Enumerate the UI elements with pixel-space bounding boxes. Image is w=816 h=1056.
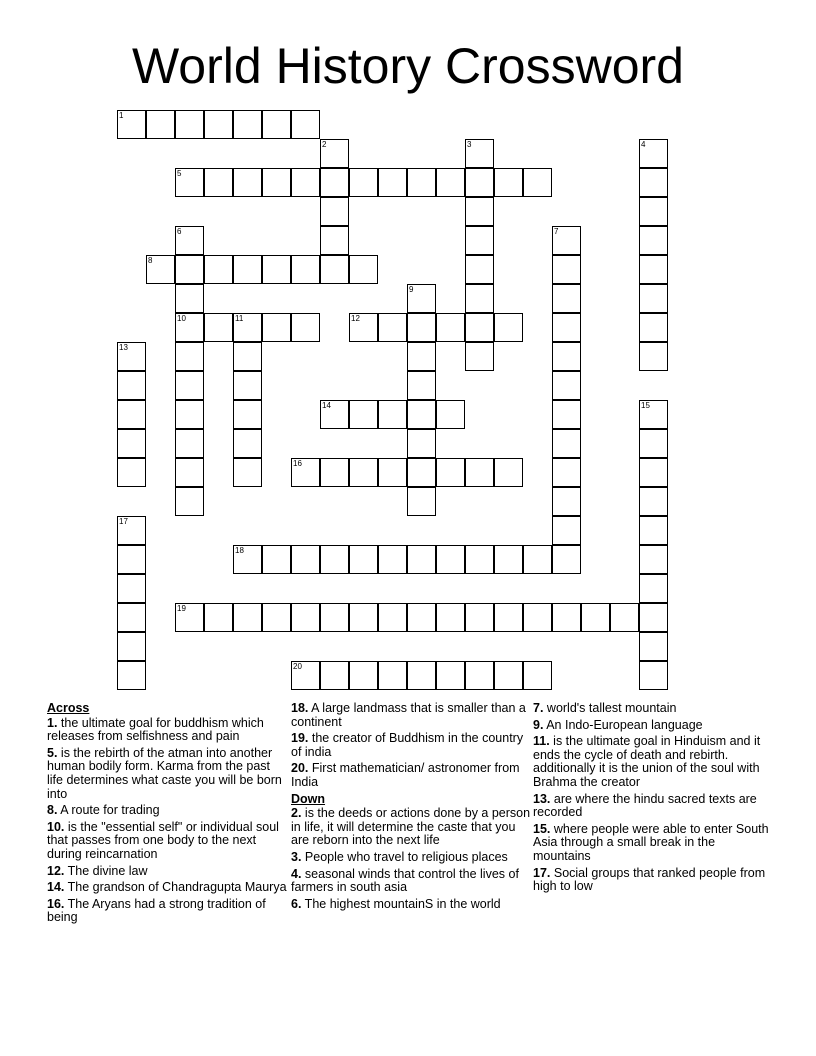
grid-cell[interactable] xyxy=(291,313,320,342)
clue-text: A route for trading xyxy=(57,803,160,818)
grid-cell[interactable] xyxy=(320,255,349,284)
grid-cell[interactable] xyxy=(349,313,378,342)
across-clue xyxy=(47,717,287,744)
grid-cell[interactable] xyxy=(204,313,233,342)
down-clue xyxy=(291,868,531,895)
across-clue xyxy=(291,702,531,729)
clues-column-3 xyxy=(533,702,773,897)
grid-cell[interactable] xyxy=(262,168,291,197)
clue-number: 14 xyxy=(322,401,331,410)
grid-cell[interactable] xyxy=(436,661,465,690)
grid-cell[interactable] xyxy=(117,632,146,661)
clue-number-label: 5. xyxy=(47,745,58,760)
grid-cell[interactable] xyxy=(465,545,494,574)
down-clue xyxy=(291,807,531,848)
clue-number: 15 xyxy=(641,401,650,410)
clue-text: The grandson of Chandragupta Maurya xyxy=(64,880,287,895)
clue-text: The highest mountainS in the world xyxy=(301,896,501,911)
grid-cell[interactable] xyxy=(117,371,146,400)
clue-number: 4 xyxy=(641,140,646,149)
grid-cell[interactable] xyxy=(320,226,349,255)
grid-cell[interactable] xyxy=(552,400,581,429)
grid-cell[interactable] xyxy=(262,110,291,139)
down-clue xyxy=(533,702,773,716)
grid-cell[interactable] xyxy=(407,661,436,690)
grid-cell[interactable] xyxy=(262,603,291,632)
down-clue xyxy=(533,719,773,733)
grid-cell[interactable] xyxy=(175,371,204,400)
clue-number: 9 xyxy=(409,285,414,294)
grid-cell[interactable] xyxy=(552,458,581,487)
grid-cell[interactable] xyxy=(639,545,668,574)
clue-text: are where the hindu sacred texts are recorded xyxy=(533,791,757,820)
grid-cell[interactable] xyxy=(378,661,407,690)
grid-cell[interactable] xyxy=(175,313,204,342)
grid-cell[interactable] xyxy=(552,429,581,458)
down-clue xyxy=(533,735,773,789)
grid-cell[interactable] xyxy=(552,371,581,400)
grid-cell[interactable] xyxy=(639,574,668,603)
clues-column-1 xyxy=(47,702,287,928)
grid-cell[interactable] xyxy=(465,342,494,371)
clue-number: 12 xyxy=(351,314,360,323)
grid-cell[interactable] xyxy=(175,226,204,255)
grid-cell[interactable] xyxy=(175,487,204,516)
grid-cell[interactable] xyxy=(436,458,465,487)
across-clue xyxy=(291,732,531,759)
clue-text: is the ultimate goal in Hinduism and it ends the cycle of death and rebirth. additionally it is the union of the soul with Brahma the creator xyxy=(533,734,761,789)
grid-cell[interactable] xyxy=(146,110,175,139)
down-clue xyxy=(291,898,531,912)
grid-cell[interactable] xyxy=(639,603,668,632)
grid-cell[interactable] xyxy=(552,603,581,632)
grid-cell[interactable] xyxy=(175,284,204,313)
grid-cell[interactable] xyxy=(146,255,175,284)
grid-cell[interactable] xyxy=(378,400,407,429)
grid-cell[interactable] xyxy=(465,168,494,197)
grid-cell[interactable] xyxy=(204,168,233,197)
clue-text: world's tallest mountain xyxy=(543,701,677,715)
grid-cell[interactable] xyxy=(465,284,494,313)
grid-cell[interactable] xyxy=(494,545,523,574)
clue-number: 6 xyxy=(177,227,182,236)
grid-cell[interactable] xyxy=(552,226,581,255)
clue-text: is the deeds or actions done by a person in life, it will determine the caste that you are reborn into the next life xyxy=(291,806,531,848)
across-clue xyxy=(47,898,287,925)
clue-number-label: 13. xyxy=(533,791,551,806)
clue-number: 1 xyxy=(119,111,124,120)
grid-cell[interactable] xyxy=(407,342,436,371)
grid-cell[interactable] xyxy=(204,603,233,632)
grid-cell[interactable] xyxy=(552,545,581,574)
grid-cell[interactable] xyxy=(436,168,465,197)
grid-cell[interactable] xyxy=(494,313,523,342)
grid-cell[interactable] xyxy=(494,458,523,487)
clue-text: is the "essential self" or individual soul that passes from one body to the next during reincarnation xyxy=(47,819,279,861)
clue-number-label: 9. xyxy=(533,717,544,732)
grid-cell[interactable] xyxy=(175,342,204,371)
grid-cell[interactable] xyxy=(581,603,610,632)
grid-cell[interactable] xyxy=(117,342,146,371)
grid-cell[interactable] xyxy=(407,603,436,632)
grid-cell[interactable] xyxy=(436,603,465,632)
clue-number: 20 xyxy=(293,662,302,671)
grid-cell[interactable] xyxy=(262,545,291,574)
grid-cell[interactable] xyxy=(349,458,378,487)
clues-column-2 xyxy=(291,702,531,914)
grid-cell[interactable] xyxy=(465,603,494,632)
grid-cell[interactable] xyxy=(349,400,378,429)
clue-number-label: 8. xyxy=(47,803,58,818)
clue-number: 16 xyxy=(293,459,302,468)
grid-cell[interactable] xyxy=(552,284,581,313)
grid-cell[interactable] xyxy=(407,371,436,400)
grid-cell[interactable] xyxy=(639,226,668,255)
grid-cell[interactable] xyxy=(349,255,378,284)
grid-cell[interactable] xyxy=(175,458,204,487)
clue-text: A large landmass that is smaller than a continent xyxy=(291,701,526,729)
clue-number-label: 3. xyxy=(291,849,302,864)
down-clue xyxy=(291,851,531,865)
clue-number-label: 11. xyxy=(533,734,550,749)
clue-text: People who travel to religious places xyxy=(301,849,508,864)
grid-cell[interactable] xyxy=(117,661,146,690)
grid-cell[interactable] xyxy=(378,545,407,574)
grid-cell[interactable] xyxy=(465,139,494,168)
grid-cell[interactable] xyxy=(378,458,407,487)
grid-cell[interactable] xyxy=(175,110,204,139)
grid-cell[interactable] xyxy=(320,168,349,197)
clue-number: 18 xyxy=(235,546,244,555)
grid-cell[interactable] xyxy=(494,603,523,632)
clue-number: 19 xyxy=(177,604,186,613)
grid-cell[interactable] xyxy=(233,429,262,458)
grid-cell[interactable] xyxy=(465,255,494,284)
grid-cell[interactable] xyxy=(407,545,436,574)
down-clue xyxy=(533,823,773,864)
clue-number-label: 4. xyxy=(291,866,302,881)
grid-cell[interactable] xyxy=(233,313,262,342)
across-heading: Across xyxy=(47,701,90,715)
grid-cell[interactable] xyxy=(291,661,320,690)
grid-cell[interactable] xyxy=(291,110,320,139)
grid-cell[interactable] xyxy=(407,168,436,197)
across-clue xyxy=(291,762,531,789)
down-clue xyxy=(533,793,773,820)
clue-number-label: 19. xyxy=(291,731,309,746)
grid-cell[interactable] xyxy=(639,429,668,458)
across-clue xyxy=(47,881,287,895)
clue-text: Social groups that ranked people from high to low xyxy=(533,865,766,894)
grid-cell[interactable] xyxy=(320,458,349,487)
across-clue xyxy=(47,804,287,818)
grid-cell[interactable] xyxy=(291,603,320,632)
grid-cell[interactable] xyxy=(117,516,146,545)
clue-number-label: 1. xyxy=(47,715,58,730)
grid-cell[interactable] xyxy=(117,400,146,429)
clue-number: 10 xyxy=(177,314,186,323)
across-clue xyxy=(47,821,287,862)
clue-text: seasonal winds that control the lives of farmers in south asia xyxy=(291,866,519,895)
clue-number-label: 12. xyxy=(47,863,65,878)
grid-cell[interactable] xyxy=(320,400,349,429)
grid-cell[interactable] xyxy=(639,139,668,168)
grid-cell[interactable] xyxy=(465,197,494,226)
clue-number-label: 7. xyxy=(533,701,544,715)
grid-cell[interactable] xyxy=(639,400,668,429)
down-heading: Down xyxy=(291,791,326,806)
clue-text: An Indo-European language xyxy=(543,717,703,732)
clue-text: the ultimate goal for buddhism which releases from selfishness and pain xyxy=(47,715,264,744)
clue-number-label: 14. xyxy=(47,880,65,895)
grid-cell[interactable] xyxy=(204,110,233,139)
clue-text: The divine law xyxy=(64,863,148,878)
grid-cell[interactable] xyxy=(639,458,668,487)
clue-text: where people were able to enter South Asia through a small break in the mountains xyxy=(533,821,769,863)
clue-number-label: 18. xyxy=(291,701,309,715)
grid-cell[interactable] xyxy=(349,168,378,197)
grid-cell[interactable] xyxy=(117,110,146,139)
grid-cell[interactable] xyxy=(233,342,262,371)
across-clue xyxy=(47,865,287,879)
grid-cell[interactable] xyxy=(465,661,494,690)
clue-number-label: 6. xyxy=(291,896,302,911)
grid-cell[interactable] xyxy=(117,545,146,574)
grid-cell[interactable] xyxy=(639,487,668,516)
grid-cell[interactable] xyxy=(494,168,523,197)
grid-cell[interactable] xyxy=(610,603,639,632)
clue-number: 5 xyxy=(177,169,182,178)
grid-cell[interactable] xyxy=(320,139,349,168)
across-clue xyxy=(47,747,287,801)
clue-text: is the rebirth of the atman into another human bodily form. Karma from the past life determines what caste you will be born into xyxy=(47,745,282,801)
clue-number-label: 20. xyxy=(291,761,309,776)
grid-cell[interactable] xyxy=(639,168,668,197)
grid-cell[interactable] xyxy=(291,255,320,284)
grid-cell[interactable] xyxy=(639,661,668,690)
grid-cell[interactable] xyxy=(349,603,378,632)
grid-cell[interactable] xyxy=(494,661,523,690)
down-clue xyxy=(533,867,773,894)
grid-cell[interactable] xyxy=(349,661,378,690)
grid-cell[interactable] xyxy=(465,313,494,342)
grid-cell[interactable] xyxy=(262,313,291,342)
grid-cell[interactable] xyxy=(349,545,378,574)
grid-cell[interactable] xyxy=(552,313,581,342)
clue-number-label: 16. xyxy=(47,896,65,911)
grid-cell[interactable] xyxy=(175,400,204,429)
grid-cell[interactable] xyxy=(320,545,349,574)
grid-cell[interactable] xyxy=(378,603,407,632)
clue-number-label: 15. xyxy=(533,821,551,836)
grid-cell[interactable] xyxy=(233,603,262,632)
grid-cell[interactable] xyxy=(233,110,262,139)
clue-text: the creator of Buddhism in the country of india xyxy=(291,731,524,759)
grid-cell[interactable] xyxy=(204,255,233,284)
grid-cell[interactable] xyxy=(639,255,668,284)
grid-cell[interactable] xyxy=(523,661,552,690)
grid-cell[interactable] xyxy=(523,545,552,574)
grid-cell[interactable] xyxy=(552,487,581,516)
grid-cell[interactable] xyxy=(117,429,146,458)
grid-cell[interactable] xyxy=(233,371,262,400)
grid-cell[interactable] xyxy=(233,458,262,487)
grid-cell[interactable] xyxy=(639,197,668,226)
grid-cell[interactable] xyxy=(436,313,465,342)
clue-number-label: 10. xyxy=(47,819,65,834)
grid-cell[interactable] xyxy=(465,226,494,255)
grid-cell[interactable] xyxy=(436,545,465,574)
clue-number: 17 xyxy=(119,517,128,526)
grid-cell[interactable] xyxy=(407,429,436,458)
grid-cell[interactable] xyxy=(233,545,262,574)
grid-cell[interactable] xyxy=(320,661,349,690)
grid-cell[interactable] xyxy=(639,284,668,313)
clue-number: 7 xyxy=(554,227,559,236)
grid-cell[interactable] xyxy=(407,400,436,429)
grid-cell[interactable] xyxy=(320,603,349,632)
clue-number-label: 2. xyxy=(291,806,302,821)
grid-cell[interactable] xyxy=(291,545,320,574)
grid-cell[interactable] xyxy=(639,342,668,371)
clue-number: 11 xyxy=(235,314,244,323)
grid-cell[interactable] xyxy=(523,168,552,197)
grid-cell[interactable] xyxy=(117,574,146,603)
grid-cell[interactable] xyxy=(436,400,465,429)
grid-cell[interactable] xyxy=(639,632,668,661)
grid-cell[interactable] xyxy=(175,255,204,284)
grid-cell[interactable] xyxy=(407,458,436,487)
clue-text: First mathematician/ astronomer from India xyxy=(291,761,520,789)
grid-cell[interactable] xyxy=(378,313,407,342)
grid-cell[interactable] xyxy=(233,400,262,429)
grid-cell[interactable] xyxy=(233,168,262,197)
clue-number-label: 17. xyxy=(533,865,551,880)
clue-number: 3 xyxy=(467,140,472,149)
grid-cell[interactable] xyxy=(175,429,204,458)
grid-cell[interactable] xyxy=(639,516,668,545)
grid-cell[interactable] xyxy=(175,603,204,632)
grid-cell[interactable] xyxy=(552,255,581,284)
grid-cell[interactable] xyxy=(552,342,581,371)
grid-cell[interactable] xyxy=(523,603,552,632)
grid-cell[interactable] xyxy=(639,313,668,342)
grid-cell[interactable] xyxy=(407,487,436,516)
grid-cell[interactable] xyxy=(552,516,581,545)
grid-cell[interactable] xyxy=(175,168,204,197)
grid-cell[interactable] xyxy=(117,603,146,632)
grid-cell[interactable] xyxy=(262,255,291,284)
clue-number: 2 xyxy=(322,140,327,149)
clue-number: 8 xyxy=(148,256,153,265)
clue-text: The Aryans had a strong tradition of being xyxy=(47,896,266,925)
grid-cell[interactable] xyxy=(291,168,320,197)
grid-cell[interactable] xyxy=(407,313,436,342)
grid-cell[interactable] xyxy=(117,458,146,487)
grid-cell[interactable] xyxy=(233,255,262,284)
grid-cell[interactable] xyxy=(291,458,320,487)
grid-cell[interactable] xyxy=(465,458,494,487)
grid-cell[interactable] xyxy=(407,284,436,313)
page-title: World History Crossword xyxy=(132,38,684,94)
grid-cell[interactable] xyxy=(320,197,349,226)
clue-number: 13 xyxy=(119,343,128,352)
grid-cell[interactable] xyxy=(378,168,407,197)
